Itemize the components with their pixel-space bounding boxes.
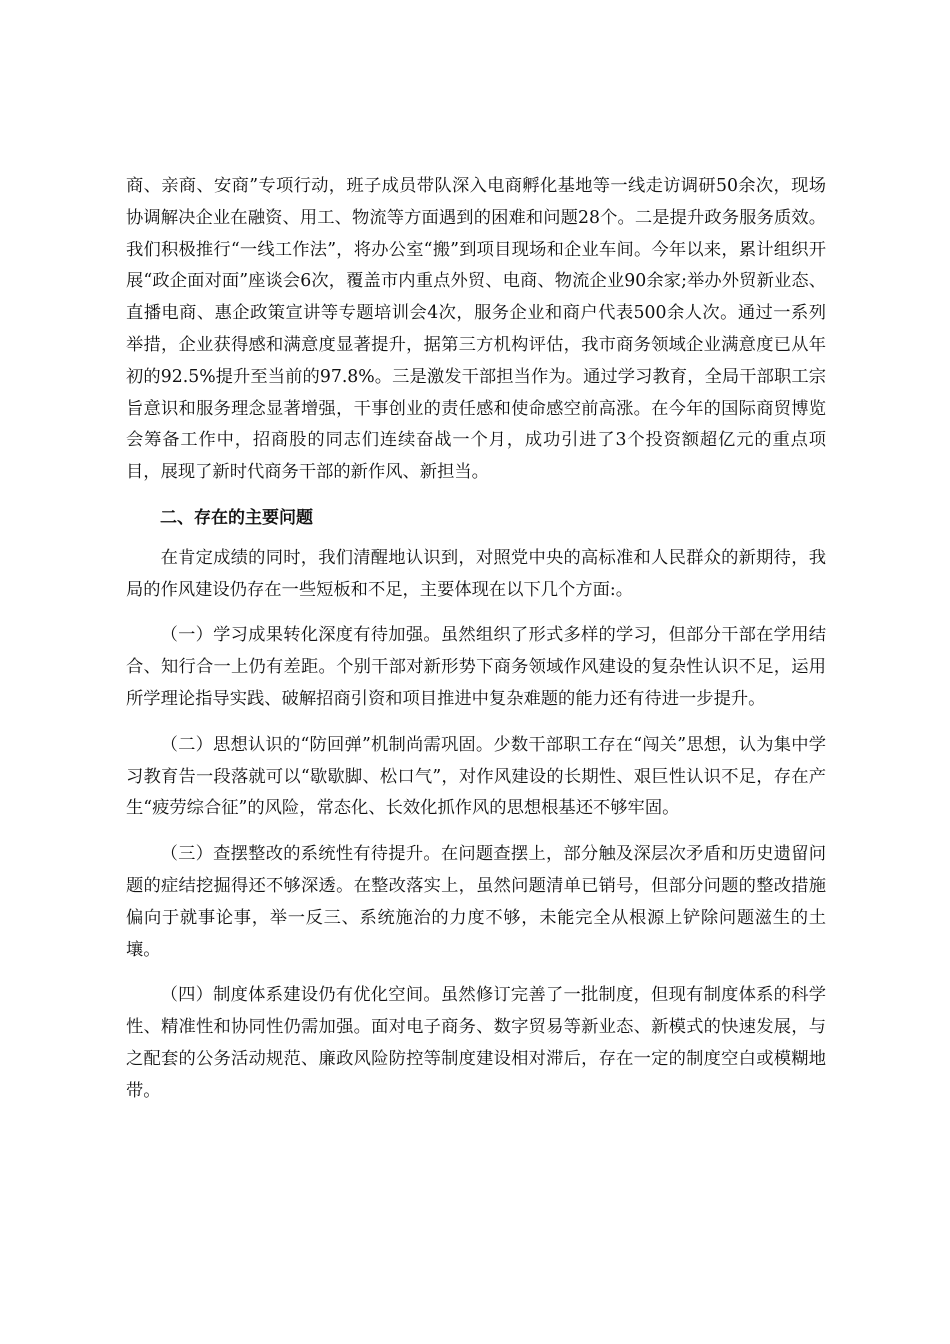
paragraph-problem-2: （二）思想认识的“防回弹”机制尚需巩固。少数干部职工存在“闯关”思想，认为集中学习教育告一段落就可以“歇歇脚、松口气”，对作风建设的长期性、艰巨性认识不足，存在产生“疲劳综合征”的风险，常态化、长效化抓作风的思想根基还不够牢固。 [126, 734, 826, 819]
paragraph-problem-4: （四）制度体系建设仍有优化空间。虽然修订完善了一批制度，但现有制度体系的科学性、精准性和协同性仍需加强。面对电子商务、数字贸易等新业态、新模式的快速发展，与之配套的公务活动规范、廉政风险防控等制度建设相对滞后，存在一定的制度空白或模糊地带。 [126, 985, 826, 1101]
paragraph-continued-achievements: 商、亲商、安商”专项行动，班子成员带队深入电商孵化基地等一线走访调研50余次，现场协调解决企业在融资、用工、物流等方面遇到的困难和问题28个。二是提升政务服务质效。我们积极推行“一线工作法”，将办公室“搬”到项目现场和企业车间。今年以来，累计组织开展“政企面对面”座谈会6次，覆盖市内重点外贸、电商、物流企业90余家;举办外贸新业态、直播电商、惠企政策宣讲等专题培训会4次，服务企业和商户代表500余人次。通过一系列举措，企业获得感和满意度显著提升，据第三方机构评估，我市商务领域企业满意度已从年初的92.5%提升至当前的97.8%。三是激发干部担当作为。通过学习教育，全局干部职工宗旨意识和服务理念显著增强，干事创业的责任感和使命感空前高涨。在今年的国际商贸博览会筹备工作中，招商股的同志们连续奋战一个月，成功引进了3个投资额超亿元的重点项目，展现了新时代商务干部的新作风、新担当。 [126, 176, 826, 483]
paragraph-problems-intro: 在肯定成绩的同时，我们清醒地认识到，对照党中央的高标准和人民群众的新期待，我局的作风建设仍存在一些短板和不足，主要体现在以下几个方面:。 [126, 547, 826, 600]
paragraph-problem-3: （三）查摆整改的系统性有待提升。在问题查摆上，部分触及深层次矛盾和历史遗留问题的症结挖掘得还不够深透。在整改落实上，虽然问题清单已销号，但部分问题的整改措施偏向于就事论事，举一反三、系统施治的力度不够，未能完全从根源上铲除问题滋生的土壤。 [126, 844, 826, 960]
document-body [126, 171, 826, 1122]
section-heading-main-problems: 二、存在的主要问题 [160, 507, 313, 528]
paragraph-problem-1: （一）学习成果转化深度有待加强。虽然组织了形式多样的学习，但部分干部在学用结合、知行合一上仍有差距。个别干部对新形势下商务领域作风建设的复杂性认识不足，运用所学理论指导实践、破解招商引资和项目推进中复杂难题的能力还有待进一步提升。 [126, 625, 826, 709]
